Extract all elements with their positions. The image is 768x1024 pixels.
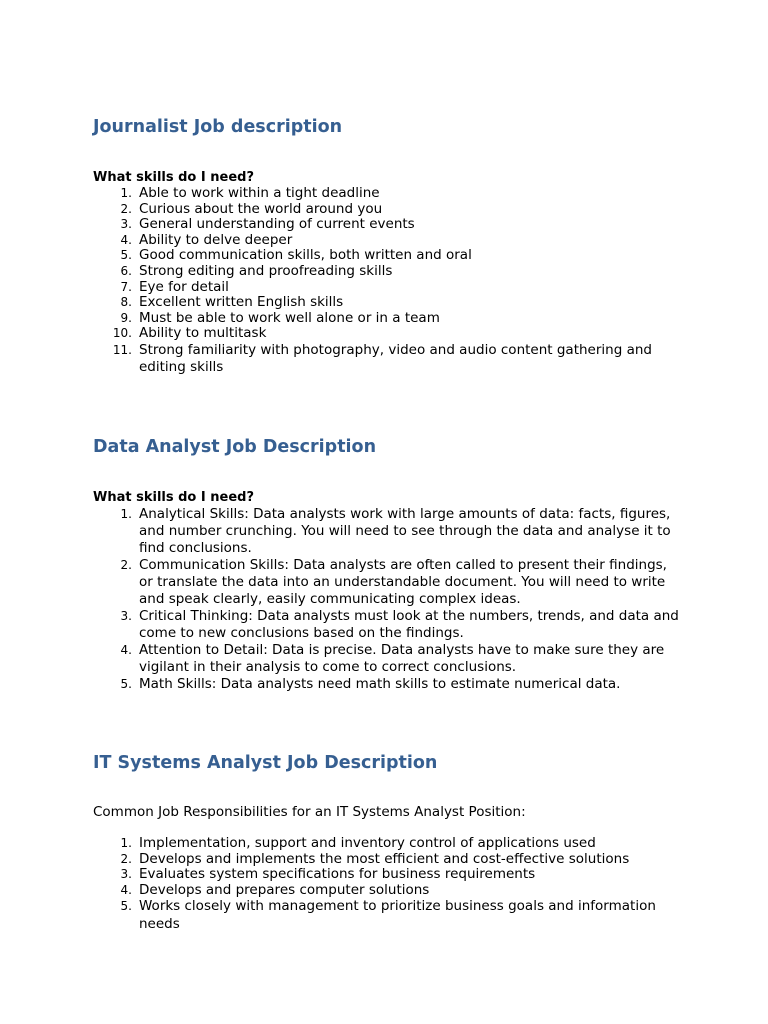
list-item bbox=[93, 867, 683, 883]
item-text: Able to work within a tight deadline bbox=[139, 185, 380, 201]
list-item bbox=[93, 342, 683, 377]
responsibilities-list bbox=[93, 836, 683, 933]
list-item bbox=[93, 883, 683, 899]
item-text: Critical Thinking: Data analysts must look at the numbers, trends, and data and come to new conclusions based on the findings. bbox=[139, 608, 679, 641]
section-it-systems-analyst bbox=[93, 752, 683, 933]
item-text: Must be able to work well alone or in a team bbox=[139, 309, 440, 326]
list-item bbox=[93, 217, 683, 233]
list-item bbox=[93, 311, 683, 327]
item-text: Strong familiarity with photography, video and audio content gathering and editing skills bbox=[139, 341, 652, 376]
item-text: Works closely with management to prioritize business goals and information needs bbox=[139, 898, 656, 932]
skills-subheading: What skills do I need? bbox=[93, 490, 254, 505]
list-item bbox=[93, 836, 683, 852]
section-heading: Journalist Job description bbox=[93, 117, 343, 137]
list-item bbox=[93, 506, 683, 557]
item-text: Attention to Detail: Data is precise. Data analysts have to make sure they are vigilant in their analysis to come to correct conclusions. bbox=[139, 642, 665, 675]
item-text: Math Skills: Data analysts need math skills to estimate numerical data. bbox=[139, 676, 621, 692]
item-number: 3. bbox=[120, 609, 132, 623]
item-number: 2. bbox=[120, 558, 132, 572]
skills-subheading: What skills do I need? bbox=[93, 170, 254, 185]
item-number: 6. bbox=[120, 263, 132, 278]
item-number: 8. bbox=[120, 295, 132, 310]
item-text: Develops and prepares computer solutions bbox=[139, 881, 430, 898]
item-number: 5. bbox=[120, 248, 132, 263]
item-number: 2. bbox=[120, 851, 132, 866]
section-heading: IT Systems Analyst Job Description bbox=[93, 753, 438, 773]
list-item bbox=[93, 326, 683, 342]
list-item bbox=[93, 280, 683, 296]
item-number: 2. bbox=[120, 201, 132, 216]
item-number: 11. bbox=[112, 342, 132, 357]
item-number: 7. bbox=[120, 279, 132, 294]
item-text: Eye for detail bbox=[139, 278, 229, 295]
item-number: 4. bbox=[120, 232, 132, 247]
item-number: 4. bbox=[120, 882, 132, 897]
list-item bbox=[93, 608, 683, 642]
item-text: Analytical Skills: Data analysts work with large amounts of data: facts, figures, and number crunching. You will need to see through the data and analyse it to find conclusions. bbox=[139, 506, 671, 556]
list-item bbox=[93, 676, 683, 693]
item-text: Evaluates system specifications for business requirements bbox=[139, 866, 536, 883]
skills-list bbox=[93, 506, 683, 693]
item-text: Curious about the world around you bbox=[139, 200, 383, 217]
list-item bbox=[93, 295, 683, 311]
item-text: Excellent written English skills bbox=[139, 294, 344, 311]
item-number: 1. bbox=[120, 507, 132, 521]
item-number: 4. bbox=[120, 643, 132, 657]
item-text: Good communication skills, both written and oral bbox=[139, 247, 472, 264]
item-number: 1. bbox=[120, 186, 132, 200]
list-item bbox=[93, 557, 683, 608]
item-text: Ability to multitask bbox=[139, 325, 267, 342]
section-data-analyst bbox=[93, 436, 683, 693]
item-number: 10. bbox=[112, 326, 132, 341]
item-text: Develops and implements the most efficient and cost-effective solutions bbox=[139, 850, 630, 867]
item-text: Ability to delve deeper bbox=[139, 231, 293, 248]
list-item bbox=[93, 233, 683, 249]
list-item bbox=[93, 852, 683, 868]
item-number: 3. bbox=[120, 867, 132, 882]
list-item bbox=[93, 264, 683, 280]
skills-list bbox=[93, 186, 683, 377]
item-text: Strong editing and proofreading skills bbox=[139, 262, 393, 279]
item-text: Communication Skills: Data analysts are often called to present their findings, or translate the data into an understandable document. You will need to write and speak clearly, easily communicating complex ideas. bbox=[139, 557, 667, 607]
item-number: 5. bbox=[120, 677, 132, 691]
section-journalist bbox=[93, 116, 683, 377]
list-item bbox=[93, 186, 683, 202]
item-text: Implementation, support and inventory control of applications used bbox=[139, 835, 596, 851]
item-number: 5. bbox=[120, 899, 132, 914]
item-number: 1. bbox=[120, 836, 132, 850]
item-number: 9. bbox=[120, 310, 132, 325]
list-item bbox=[93, 898, 683, 933]
item-number: 3. bbox=[120, 217, 132, 232]
responsibilities-intro: Common Job Responsibilities for an IT Systems Analyst Position: bbox=[93, 804, 526, 820]
item-text: General understanding of current events bbox=[139, 216, 415, 233]
list-item bbox=[93, 202, 683, 218]
list-item bbox=[93, 642, 683, 676]
section-heading: Data Analyst Job Description bbox=[93, 437, 377, 457]
list-item bbox=[93, 248, 683, 264]
